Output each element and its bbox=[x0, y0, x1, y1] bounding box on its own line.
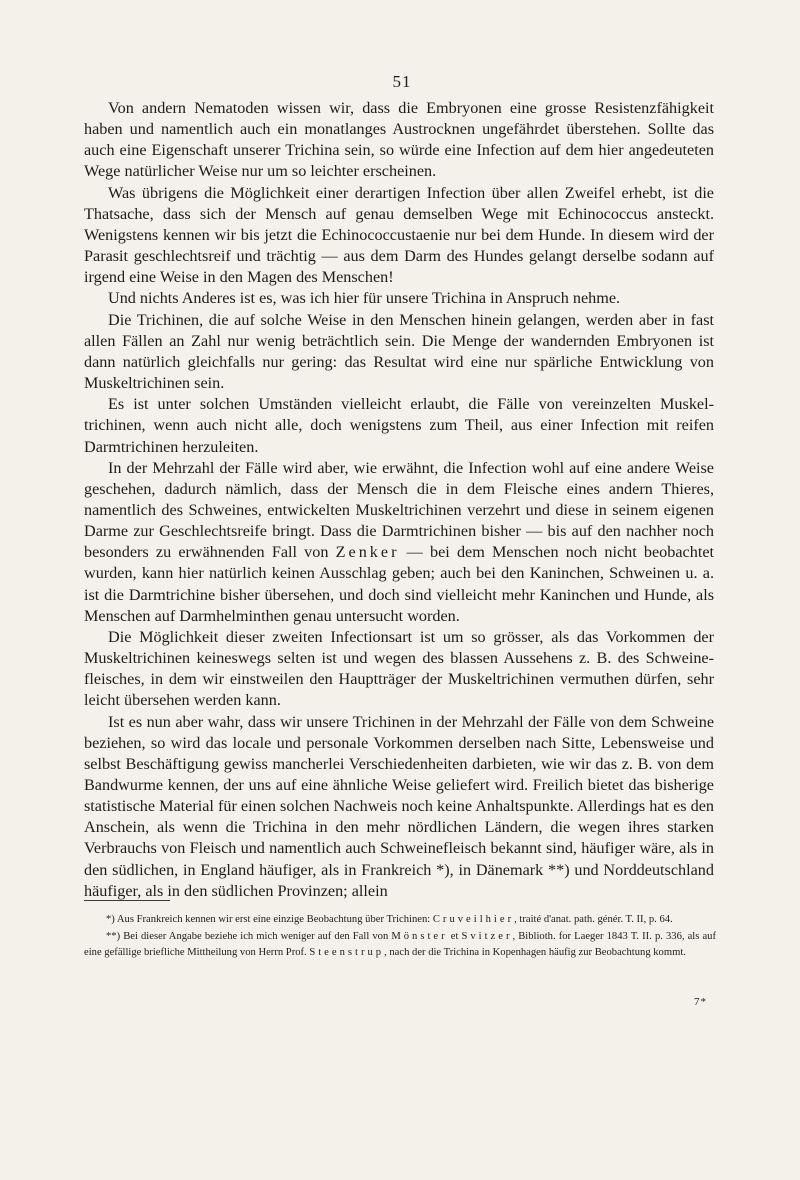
footnote-text: , nach der die Trichina in Kopenhagen häufig zur Beobachtung kommt. bbox=[384, 947, 686, 958]
footnote-text: , traité d'anat. path. génér. T. II, p. 64. bbox=[514, 914, 673, 925]
author-name: Zenker bbox=[335, 543, 400, 562]
paragraph-text: In der Mehrzahl der Fälle wird aber, wie erwähnt, die Infection wohl auf eine andere Weise geschehen, dadurch nämlich, dass der Mensch die in dem Fleische eines andern Thieres, namentlich des Schweines, entwickelten Muskeltrichinen verzehrt und diese in seinem eigenen Darme zur Geschlechtsreife bringt. Dass die Darmtrichinen bisher — bis auf den nachher noch besonders zu erwähnenden Fall von bbox=[84, 458, 714, 562]
paragraph bbox=[84, 458, 714, 627]
signature-mark: 7* bbox=[694, 996, 707, 1008]
author-name: Steenstrup bbox=[309, 947, 385, 958]
paragraph-text: — bei dem Menschen noch nicht beobachtet wurden, kann hier natürlich keinen Ausschlag geben; auch bei den Kaninchen, Schweinen u. a. ist die Darmtrichine bisher übersehen, und doch sind vielleicht mehr Kaninchen und Hunde, als Menschen auf Darmhelminthen genau untersucht worden. bbox=[84, 543, 715, 625]
footnotes bbox=[84, 912, 716, 962]
footnote-text: **) Bei dieser Angabe beziehe ich mich weniger auf den Fall von bbox=[106, 930, 392, 942]
paragraph: Ist es nun aber wahr, dass wir unsere Trichinen in der Mehrzahl der Fälle von dem Schweine beziehen, so wird das locale und personale Vorkommen derselben nach Sitte, Lebensweise und selbst Beschäftigung gewiss mancherlei Verschiedenheiten darbieten, wie wir das z. B. von dem Bandwurme kennen, der uns auf eine ähnliche Weise geliefert wird. Freilich bietet das bisherige statistische Material für einen solchen Nachweis noch keine Anhaltspunkte. Allerdings hat es den Anschein, als wenn die Trichina in den mehr nördlichen Ländern, die wegen ihres starken Verbrauchs von Fleisch und namentlich auch Schweinefleisch bekannt sind, häufiger wäre, als in den südlichen, in England häufiger, als in Frankreich *), in Dänemark **) und Norddeutschland häufiger, als in den südlichen Provinzen; allein bbox=[84, 712, 714, 900]
paragraph: Es ist unter solchen Umständen vielleicht erlaubt, die Fälle von vereinzelten Muskeltrichinen, wenn auch nicht alle, doch wenigstens zum Theil, aus einer Infection mit reifen Darmtrichinen herzuleiten. bbox=[84, 395, 714, 456]
footnote-text: et bbox=[447, 930, 462, 942]
paragraph: Und nichts Anderes ist es, was ich hier für unsere Trichina in Anspruch nehme. bbox=[108, 289, 621, 308]
author-name: Mönster bbox=[391, 930, 448, 942]
main-text bbox=[84, 98, 714, 902]
footnote-text: , Biblioth. for Laeger 1843 T. II. p. 336, als auf eine gefällige briefliche Mittheilung von Herrn Prof. bbox=[84, 930, 716, 958]
author-name: Cruveilhier bbox=[432, 914, 515, 925]
author-name: Svitzer bbox=[461, 930, 513, 942]
paragraph: Die Trichinen, die auf solche Weise in den Menschen hinein gelangen, werden aber in fast allen Fällen an Zahl nur wenig beträchtlich sein. Die Menge der wandernden Embryonen ist dann natürlich gleichfalls nur gering: das Resultat wird eine nur spärliche Entwicklung von Muskeltrichinen sein. bbox=[84, 310, 714, 393]
footnote-text: *) Aus Frankreich kennen wir erst eine einzige Beobachtung über Trichinen: bbox=[106, 914, 433, 925]
paragraph: Die Möglichkeit dieser zweiten Infectionsart ist um so grösser, als das Vorkommen der Muskeltrichinen keineswegs selten ist und wegen des blassen Aussehens z. B. des Schweinefleisches, in dem wir einstweilen den Hauptträger der Muskeltrichinen vermuthen dürfen, sehr leicht übersehen werden kann. bbox=[84, 627, 714, 710]
footnote bbox=[84, 929, 716, 962]
paragraph: Von andern Nematoden wissen wir, dass die Embryonen eine grosse Resistenzfähigkeit haben und namentlich auch ein monatlanges Austrocknen ungefährdet überstehen. Sollte das auch eine Eigenschaft unserer Trichina sein, so würde eine Infection auf dem hier angedeuteten Wege natürlicher Weise nur um so leichter erscheinen. bbox=[84, 99, 714, 181]
footnote-divider bbox=[84, 900, 170, 901]
paragraph: Was übrigens die Möglichkeit einer derartigen Infection über allen Zweifel erhebt, ist die Thatsache, dass sich der Mensch auf genau demselben Wege mit Echinococcus ansteckt. Wenigstens kennen wir bis jetzt die Echinococcustaenie nur bei dem Hunde. In diesem wird der Parasit geschlechtsreif und trächtig — aus dem Darm des Hundes gelangt derselbe sodann auf irgend eine Weise in den Magen des Menschen! bbox=[84, 183, 714, 287]
footnote bbox=[84, 912, 716, 929]
page-number: 51 bbox=[392, 72, 412, 91]
